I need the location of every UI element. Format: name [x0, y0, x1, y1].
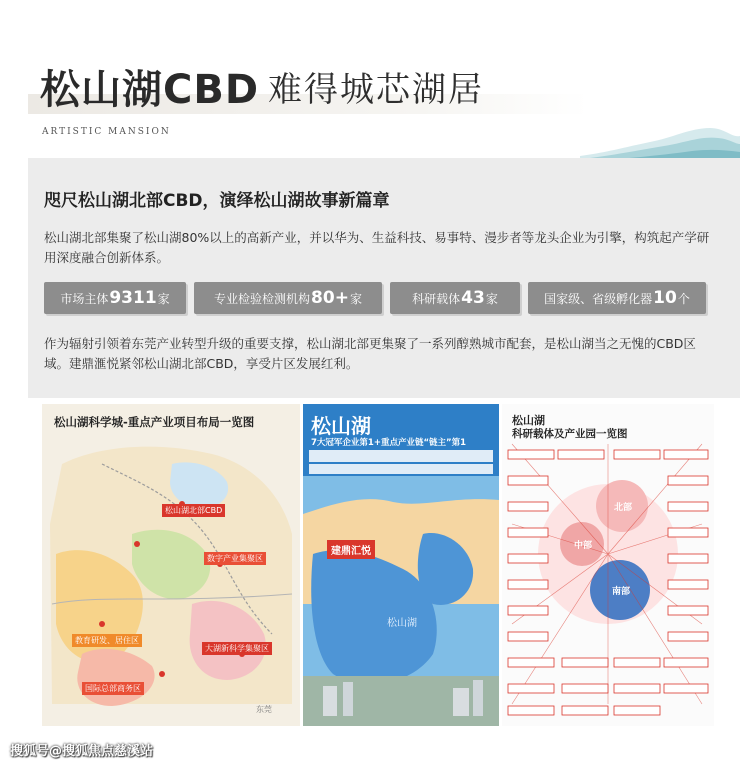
english-subtitle: ARTISTIC MANSION	[42, 127, 171, 137]
wave-decoration-icon	[580, 116, 740, 160]
industry-layout-map	[42, 404, 300, 726]
map1-title: 松山湖科学城-重点产业项目布局一览图	[54, 415, 255, 429]
map2-lake-label: 松山湖	[387, 618, 417, 629]
map3-zone-south: 南部	[612, 587, 631, 597]
map1-label-cbd: 松山湖北部CBD	[162, 504, 225, 517]
map1-label-digital: 数字产业集聚区	[204, 552, 266, 565]
map1-label-dongguan: 东莞	[256, 705, 272, 714]
map1-label-hq: 国际总部商务区	[82, 682, 144, 695]
map2-title: 松山湖	[311, 414, 371, 438]
map1-label-education: 教育研发、居住区	[72, 634, 142, 647]
stat-prefix: 市场主体	[60, 291, 109, 306]
stat-prefix: 国家级、省级孵化器	[544, 291, 653, 306]
stat-prefix: 科研载体	[412, 291, 461, 306]
map3-title-line2: 科研载体及产业园一览图	[512, 428, 628, 440]
map3-title-line1: 松山湖	[512, 414, 545, 427]
stat-number: 10	[653, 288, 677, 308]
page-subtitle: 难得城芯湖居	[268, 70, 484, 110]
stat-badge-testing	[194, 282, 382, 314]
map-graphic	[42, 404, 300, 726]
map2-project-label: 建鼎汇悦	[327, 540, 375, 559]
stat-prefix: 专业检验检测机构	[214, 291, 311, 306]
stat-number: 9311	[109, 288, 157, 308]
intro-paragraph-1: 松山湖北部集聚了松山湖80%以上的高新产业，并以华为、生益科技、易事特、漫步者等龙头企业为引擎，构筑起产学研用深度融合创新体系。	[44, 230, 710, 265]
map2-tagline: 7大冠军企业第1+重点产业链“链主”第1	[311, 438, 467, 448]
page-title: 松山湖CBD	[40, 67, 260, 113]
stat-suffix: 家	[157, 291, 170, 306]
stat-suffix: 家	[485, 291, 498, 306]
hero-header	[0, 0, 740, 160]
songshan-lake-map	[303, 404, 499, 726]
lake-map-graphic	[303, 404, 499, 726]
research-parks-map	[502, 404, 714, 726]
parks-map-graphic	[502, 404, 714, 726]
map3-zone-central: 中部	[574, 541, 593, 551]
stat-number: 80+	[311, 288, 349, 308]
stat-suffix: 个	[677, 291, 690, 306]
intro-panel	[28, 158, 740, 398]
map1-label-science: 大湖新科学集聚区	[202, 642, 272, 655]
stat-badge-research	[390, 282, 520, 314]
watermark: 搜狐号@搜狐焦点慈溪站	[10, 744, 154, 759]
stat-badge-market	[44, 282, 186, 314]
intro-paragraph-2: 作为辐射引领着东莞产业转型升级的重要支撑，松山湖北部更集聚了一系列醇熟城市配套，是松山湖当之无愧的CBD区域。建鼎滙悦紧邻松山湖北部CBD，享受片区发展红利。	[44, 336, 696, 371]
stat-suffix: 家	[349, 291, 362, 306]
map3-zone-north: 北部	[614, 503, 633, 513]
stat-badge-incubator	[528, 282, 706, 314]
stats-row	[44, 282, 714, 314]
stat-number: 43	[461, 288, 485, 308]
intro-heading: 咫尺松山湖北部CBD，演绎松山湖故事新篇章	[44, 191, 390, 211]
